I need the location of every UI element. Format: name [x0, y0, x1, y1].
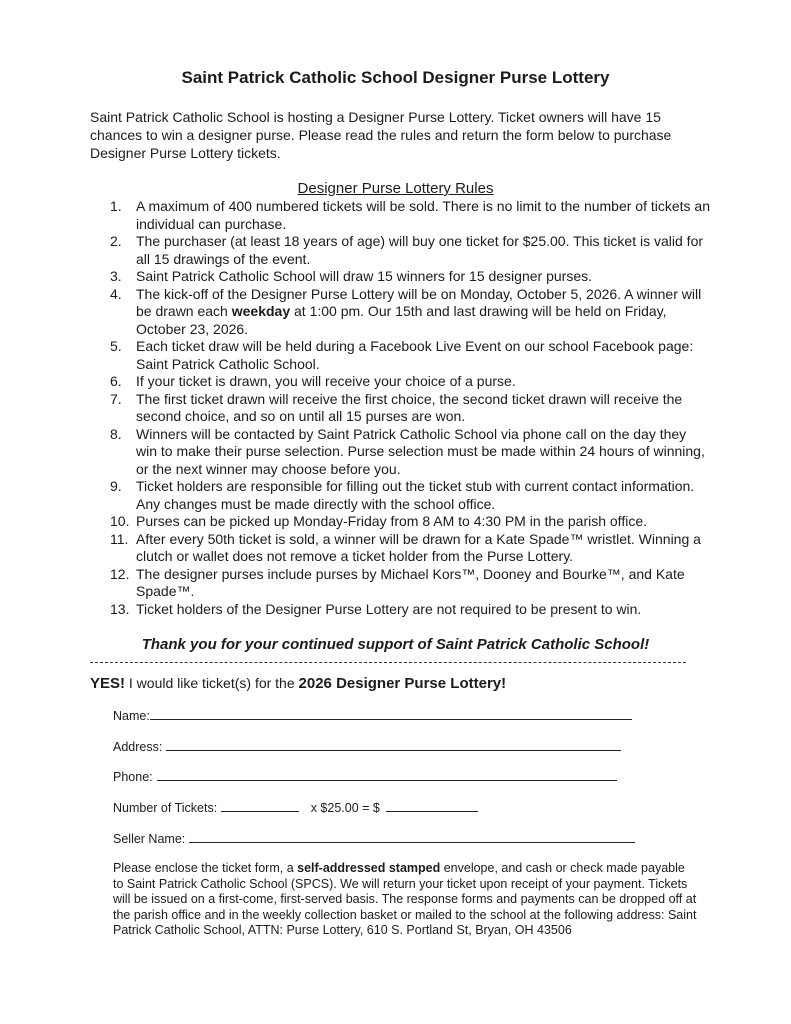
intro-paragraph: Saint Patrick Catholic School is hosting a Designer Purse Lottery. Ticket owners will have 15 chances to win a designer purse. Please read the rules and return the form below to purchase Designer Purse Lottery tickets. [90, 109, 672, 161]
address-label: Address: [113, 740, 163, 754]
seller-blank[interactable] [189, 830, 635, 843]
yes-label: YES! [90, 675, 126, 692]
rule-item: 12. The designer purses include purses by Michael Kors™, Dooney and Bourke™, and Kate Spade™. [110, 565, 685, 599]
weekday-emphasis: weekday [231, 303, 291, 319]
seller-label: Seller Name: [113, 832, 186, 846]
phone-label: Phone: [113, 770, 153, 784]
rules-heading: Designer Purse Lottery Rules [297, 180, 494, 197]
name-blank[interactable] [150, 707, 632, 720]
rule-item: 5. Each ticket draw will be held during a Facebook Live Event on our school Facebook page: Saint Patrick Catholic School. [110, 338, 694, 372]
event-name: 2026 Designer Purse Lottery! [298, 675, 507, 692]
rule-item: 4. The kick-off of the Designer Purse Lottery will be on Monday, October 5, 2026. A winner will be drawn each weekday at 1:00 pm. Our 15th and last drawing will be held on Friday, October 23, 2026. [110, 285, 702, 337]
stamped-emphasis: self-addressed stamped [297, 861, 441, 875]
rule-item: 8. Winners will be contacted by Saint Patrick Catholic School via phone call on the day they win to make their purse selection. Purse selection must be made within 24 hours of winning, or the next winner may choose before you. [110, 425, 705, 477]
rule-item: 10. Purses can be picked up Monday-Friday from 8 AM to 4:30 PM in the parish office. [110, 513, 647, 529]
rule-item: 6. If your ticket is drawn, you will receive your choice of a purse. [110, 373, 516, 389]
rule-item: 11. After every 50th ticket is sold, a winner will be drawn for a Kate Spade™ wristlet. Winning a clutch or wallet does not remove a ticket holder from the Purse Lottery. [110, 530, 701, 564]
rule-item: 7. The first ticket drawn will receive the first choice, the second ticket drawn will receive the second choice, and so on until all 15 purses are won. [110, 390, 683, 424]
rule-item: 9. Ticket holders are responsible for filling out the ticket stub with current contact information. Any changes must be made directly with the school office. [110, 478, 695, 512]
name-field[interactable] [113, 707, 632, 723]
thank-you-message: Thank you for your continued support of Saint Patrick Catholic School! [141, 636, 650, 653]
order-heading: YES! I would like ticket(s) for the 2026 Designer Purse Lottery! [90, 675, 507, 692]
page-title: Saint Patrick Catholic School Designer Purse Lottery [181, 68, 610, 87]
rule-item: 13. Ticket holders of the Designer Purse Lottery are not required to be present to win. [110, 600, 642, 617]
tickets-blank[interactable] [221, 799, 299, 812]
tickets-label: Number of Tickets: [113, 801, 218, 815]
phone-blank[interactable] [157, 768, 617, 781]
cut-line-divider [90, 662, 686, 663]
seller-field[interactable] [113, 830, 635, 846]
rule-item: 3. Saint Patrick Catholic School will draw 15 winners for 15 designer purses. [110, 268, 592, 284]
rules-list [110, 198, 710, 618]
tickets-field[interactable] [113, 799, 478, 815]
price-text: x $25.00 = $ [310, 801, 380, 815]
rule-item: 2. The purchaser (at least 18 years of age) will buy one ticket for $25.00. This ticket is valid for all 15 drawings of the event. [110, 233, 704, 267]
total-blank[interactable] [386, 799, 478, 812]
name-label: Name: [113, 709, 150, 723]
address-field[interactable] [113, 738, 621, 754]
rule-item: 1. A maximum of 400 numbered tickets will be sold. There is no limit to the number of tickets an individual can purchase. [110, 198, 710, 232]
phone-field[interactable] [113, 768, 617, 784]
instructions-paragraph: Please enclose the ticket form, a self-addressed stamped envelope, and cash or check made payable to Saint Patrick Catholic School (SPCS). We will return your ticket upon receipt of your payment. Tickets will be issued on a first-come, first-served basis. The response forms and payments can be dropped off at the parish office and in the weekly collection basket or mailed to the school at the following address: Saint Patrick Catholic School, ATTN: Purse Lottery, 610 S. Portland St, Bryan, OH 43506 [113, 861, 697, 938]
address-blank[interactable] [166, 738, 621, 751]
